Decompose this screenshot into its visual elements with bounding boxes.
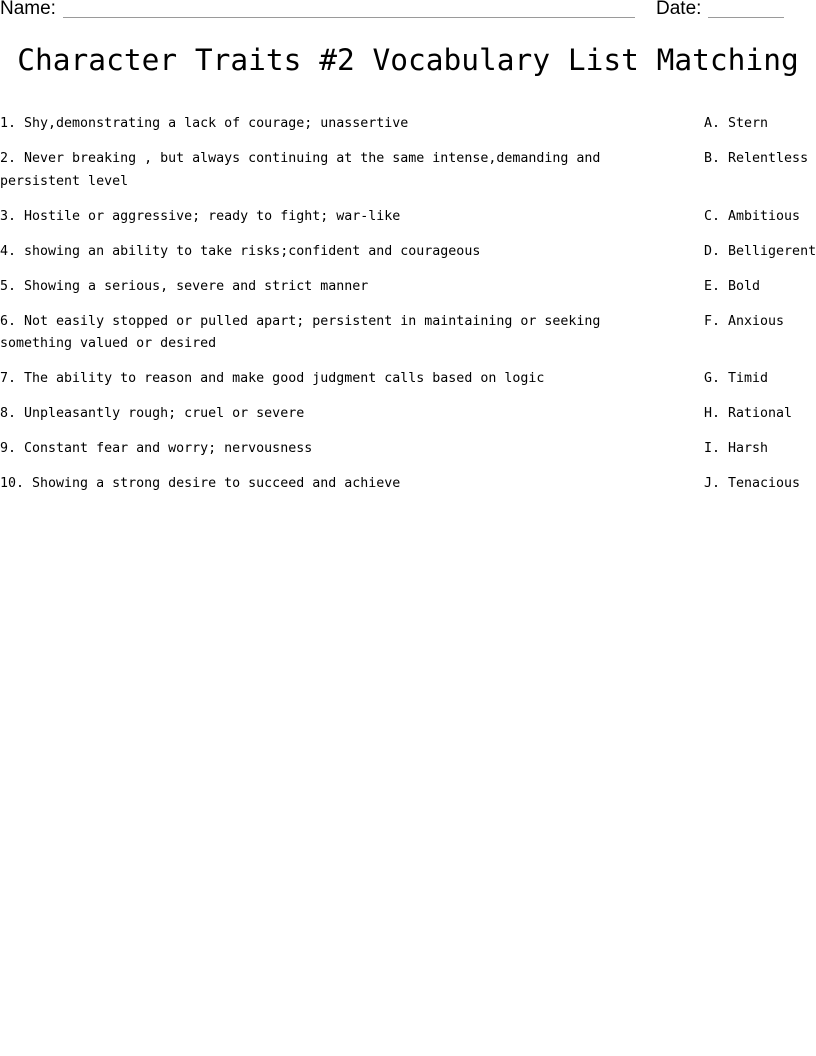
list-item (0, 148, 816, 193)
date-blank-line (708, 17, 784, 18)
page-title: Character Traits #2 Vocabulary List Matching (17, 43, 799, 77)
definition-text: 10. Showing a strong desire to succeed and achieve (0, 476, 401, 491)
answer-choice: D. Belligerent (704, 243, 816, 259)
definition-text: 6. Not easily stopped or pulled apart; persistent in maintaining or seeking something valued or desired (0, 313, 601, 351)
definition-text: 8. Unpleasantly rough; cruel or severe (0, 406, 305, 421)
worksheet-header (0, 0, 816, 24)
answer-choice: C. Ambitious (704, 208, 801, 224)
list-item (0, 311, 816, 356)
list-item (0, 276, 816, 299)
definition-text: 7. The ability to reason and make good judgment calls based on logic (0, 371, 545, 386)
list-item (0, 206, 816, 229)
date-label: Date: (656, 0, 702, 19)
name-blank-line (63, 17, 635, 18)
matching-list (0, 113, 816, 508)
list-item (0, 368, 816, 391)
definition-text: 1. Shy,demonstrating a lack of courage; unassertive (0, 116, 409, 131)
answer-choice: B. Relentless (704, 151, 809, 166)
definition-text: 9. Constant fear and worry; nervousness (0, 441, 313, 456)
list-item (0, 113, 816, 136)
answer-choice: A. Stern (704, 116, 769, 131)
answer-choice: J. Tenacious (704, 476, 801, 491)
answer-choice: G. Timid (704, 371, 769, 386)
definition-text: 4. showing an ability to take risks;confident and courageous (0, 243, 481, 259)
answer-choice: I. Harsh (704, 441, 769, 456)
definition-text: 5. Showing a serious, severe and strict manner (0, 278, 369, 294)
list-item (0, 403, 816, 426)
list-item (0, 473, 816, 496)
name-label: Name: (0, 0, 56, 19)
list-item (0, 438, 816, 461)
definition-text: 2. Never breaking , but always continuing at the same intense,demanding and persistent level (0, 151, 601, 189)
definition-text: 3. Hostile or aggressive; ready to fight; war-like (0, 208, 401, 224)
answer-choice: E. Bold (704, 278, 761, 294)
list-item (0, 241, 816, 264)
answer-choice: F. Anxious (704, 313, 785, 329)
answer-choice: H. Rational (704, 406, 793, 421)
